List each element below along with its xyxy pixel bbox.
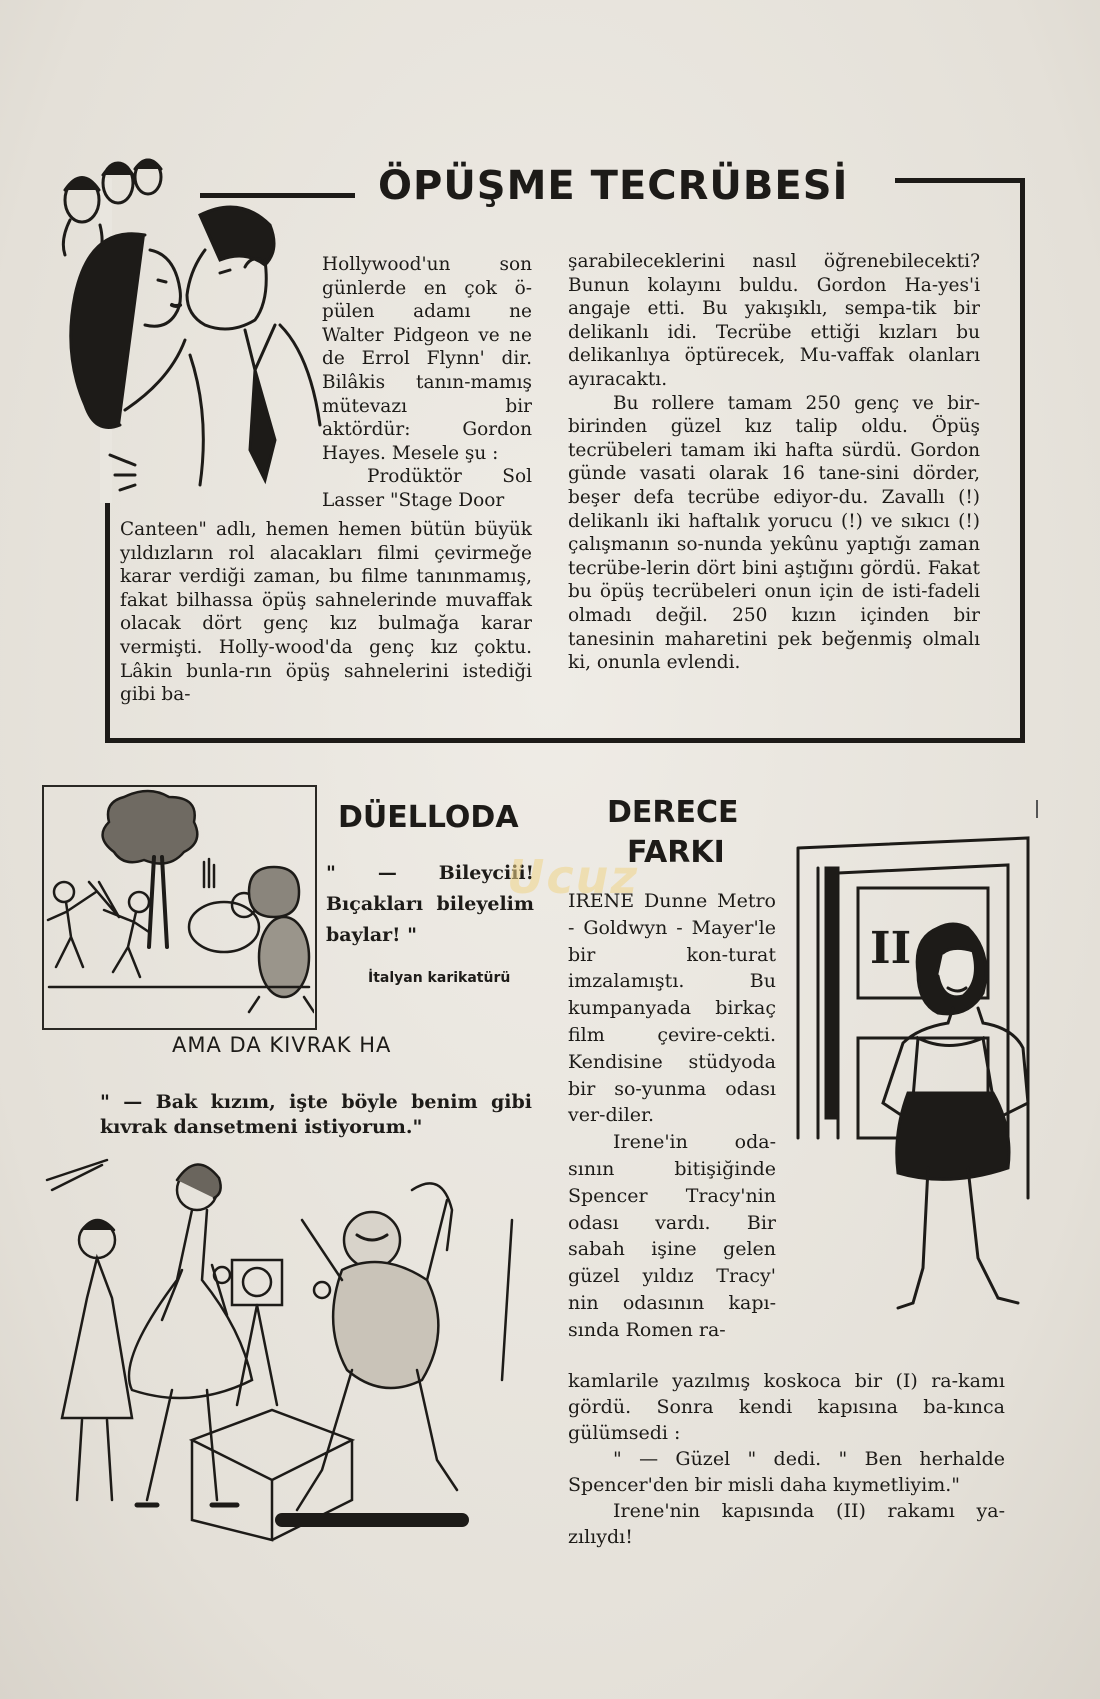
watermark: Ucuz [507,850,640,904]
frame-rule [895,178,1025,183]
paragraph: Bu rollere tamam 250 genç ve bir-birinden güzel kız talip oldu. Öpüş tecrübeleri tamam iki hafta sürdü. Gordon günde vasati olarak 16 tane-sini dörder, beşer defa tecrübe ediyor-du. Zavallı (!) delikanlı iki haftalık yorucu (!) ve sıkıcı (!) çalışmanın so-nunda yekûnu yaptığı zaman tecrübe-lerin dört bini aştığını gördü. Fakat bu öpüş tecrübeleri onun için de isti-fadeli olmadı değil. 250 kızın içinden bir tanesinin maharetini pek beğenmiş olmalı ki, onunla evlendi. [568,392,980,674]
door-number: II [870,923,912,974]
paragraph: Hollywood'un son günlerde en çok ö-pülen adamı ne Walter Pidgeon ve ne de Errol Flynn' dir. Bilâkis tanın-mamış mütevazı bir aktördür: Gordon Hayes. Mesele şu : [322,254,532,464]
article-column-2 [568,250,980,675]
article-column-1-top [322,253,532,513]
title-line: DERECE [607,795,739,830]
paragraph: kamlarile yazılmış koskoca bir (I) ra-kamı gördü. Sonra kendi kapısına ba-kınca gülümsedi : [568,1370,1005,1444]
paragraph: Prodüktör Sol Lasser "Stage Door [322,466,532,511]
duel-cartoon-illustration [44,787,314,1027]
cartoon-caption: " — Bileyciii! Bıçakları bileyelim baylar! " [326,862,534,946]
margin-mark [1036,800,1038,818]
cartoon-credit: İtalyan karikatürü [368,970,511,986]
paragraph: Irene'in oda-sının bitişiğinde Spencer Tracy'nin odası vardı. Bir sabah işine gelen güzel yıldız Tracy' nin odasının kapı-sında Romen ra- [568,1131,776,1341]
article-column-1-bottom [120,518,532,707]
article-title: ÖPÜŞME TECRÜBESİ [378,163,849,209]
cartoon-caption: " — Bak kızım, işte böyle benim gibi kıvrak dansetmeni istiyorum." [100,1091,532,1138]
paragraph: Irene'nin kapısında (II) rakamı ya-zılıydı! [568,1500,1005,1548]
paragraph: IRENE Dunne Metro - Goldwyn - Mayer'le bir kon-turat imzalamıştı. Bu kumpanyada birkaç film çevire-cekti. Kendisine stüdyoda bir so-yunma odası ver-diler. [568,890,776,1127]
cartoon-title: DÜELLODA [338,800,519,835]
paragraph: Canteen" adlı, hemen hemen bütün büyük yıldızların rol alacakları filmi çevirmeğe karar verdiği zaman, bu filme tanınmamış, fakat bilhassa öpüş sahnelerinde muvaffak olacak dört genç kız bulmağa karar vermişti. Holly-wood'da genç kız çoktu. Lâkin bunla-rın öpüş sahnelerini istediği gibi ba- [120,519,532,706]
article-column-wide [568,1368,1005,1550]
paragraph: " — Güzel " dedi. " Ben herhalde Spencer'den bir misli daha kıymetliyim." [568,1448,1005,1496]
kissing-couple-illustration [40,155,330,495]
paragraph: şarabileceklerini nasıl öğrenebilecekti? Bunun kolayını buldu. Gordon Ha-yes'i angaje etti. Bu yakışıklı, sempa-tik bir delikanlı idi. Tecrübe ettiği kızları bu delikanlıya öptürecek, Mu-vaffak olanları ayıracaktı. [568,251,980,390]
dressing-room-door-illustration [788,828,1058,1328]
article-column-narrow [568,888,776,1344]
cartoon-title: AMA DA KIVRAK HA [172,1033,392,1057]
title-line: FARKI [627,835,725,870]
dance-cartoon-illustration [42,1150,537,1545]
